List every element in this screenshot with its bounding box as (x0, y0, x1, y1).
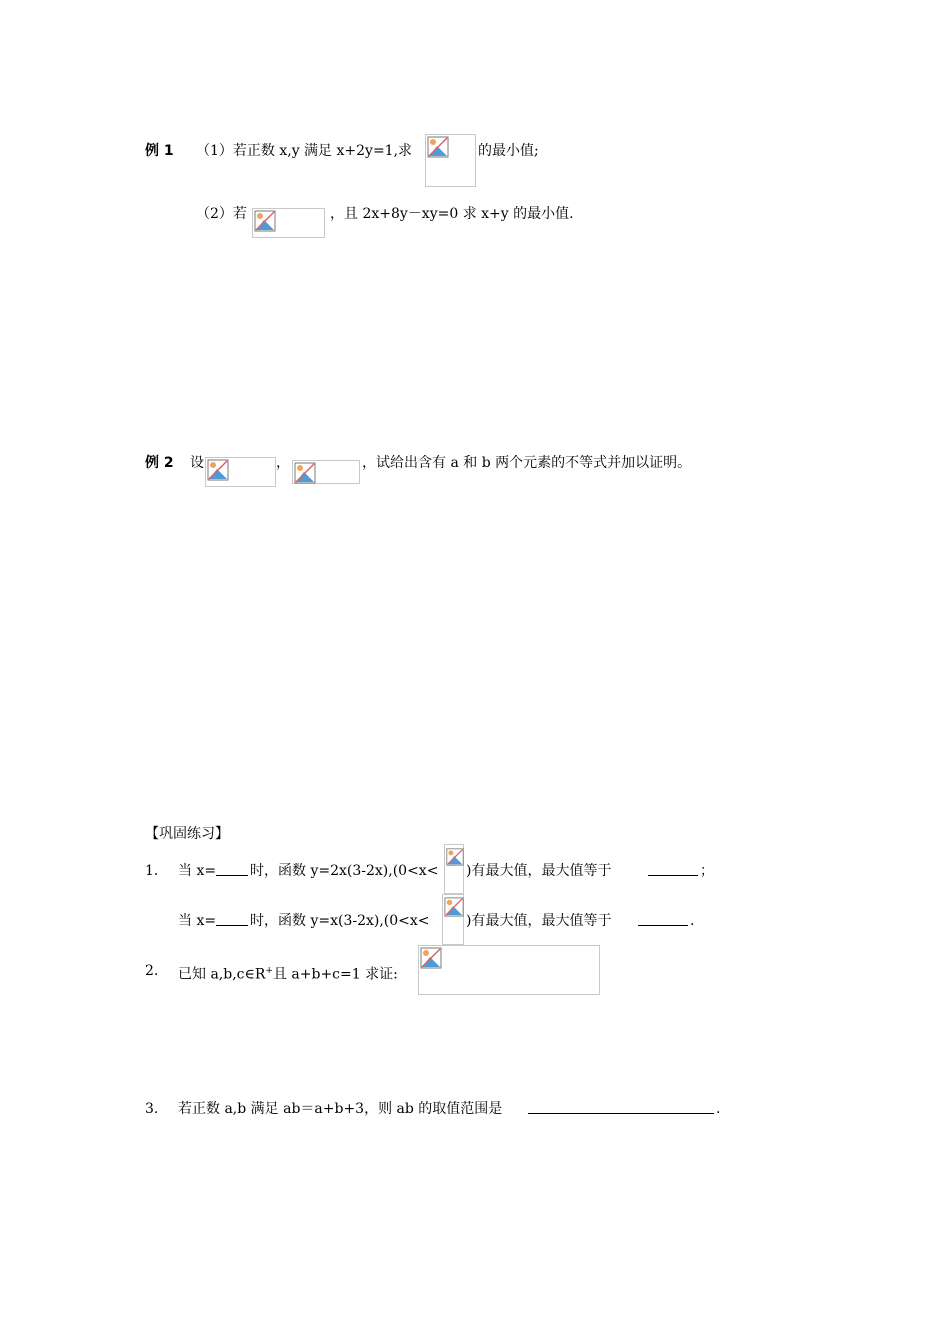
practice-heading: 【巩固练习】 (145, 826, 229, 842)
q1-b-blank1 (216, 911, 248, 932)
example2-after: ，试给出含有 a 和 b 两个元素的不等式并加以证明。 (362, 455, 692, 471)
q2-text-before: 已知 a,b,c∈R (178, 966, 266, 983)
example1-part1-text: （1）若正数 x,y 满足 x+2y=1,求 (196, 143, 413, 159)
q2-text-after: 且 a+b+c=1 求证: (272, 966, 398, 983)
q1-a-blank1 (216, 861, 248, 882)
q1-a-blank2 (648, 861, 698, 882)
q1-b-mid: 时，函数 y=x(3-2x),(0<x< (250, 913, 430, 929)
q2-text (178, 961, 398, 985)
formula-image-placeholder (292, 460, 360, 484)
q1-a-mid: 时，函数 y=2x(3-2x),(0<x< (250, 863, 439, 879)
formula-image-placeholder (205, 457, 276, 487)
broken-image-icon (427, 136, 449, 158)
q1-b-suffix: )有最大值，最大值等于 (466, 913, 612, 929)
q1-a-prefix: 当 x= (178, 863, 217, 879)
q3-number: 3. (145, 1101, 159, 1117)
q2-sup: + (265, 966, 273, 976)
formula-image-placeholder (418, 945, 600, 995)
formula-image-placeholder (252, 208, 325, 238)
q3-text: 若正数 a,b 满足 ab＝a+b+3，则 ab 的取值范围是 (178, 1101, 503, 1117)
q1-a-end: ； (700, 863, 714, 879)
q1-b-end: . (690, 913, 695, 929)
broken-image-icon (207, 459, 229, 481)
q1-number: 1. (145, 863, 159, 879)
formula-image-placeholder (444, 844, 464, 894)
q3-blank (528, 1099, 714, 1120)
q1-b-prefix: 当 x= (178, 913, 217, 929)
q2-number: 2. (145, 963, 159, 979)
example1-part1-after: 的最小值; (478, 143, 539, 159)
example2-label: 例 2 (145, 455, 174, 471)
example1-part2-after: ，且 2x+8y－xy=0 求 x+y 的最小值. (330, 206, 574, 222)
q3-end: . (716, 1101, 721, 1117)
broken-image-icon (294, 462, 316, 484)
example1-part2-text: （2）若 (196, 206, 247, 222)
formula-image-placeholder (425, 134, 476, 187)
broken-image-icon (446, 846, 464, 868)
q1-a-suffix: )有最大值，最大值等于 (466, 863, 612, 879)
example2-comma: ， (276, 455, 290, 471)
example2-before: 设 (190, 455, 204, 471)
formula-image-placeholder (442, 894, 464, 945)
q1-b-blank2 (638, 911, 688, 932)
broken-image-icon (254, 210, 276, 232)
example1-label: 例 1 (145, 143, 174, 159)
broken-image-icon (444, 896, 464, 918)
broken-image-icon (420, 947, 442, 969)
